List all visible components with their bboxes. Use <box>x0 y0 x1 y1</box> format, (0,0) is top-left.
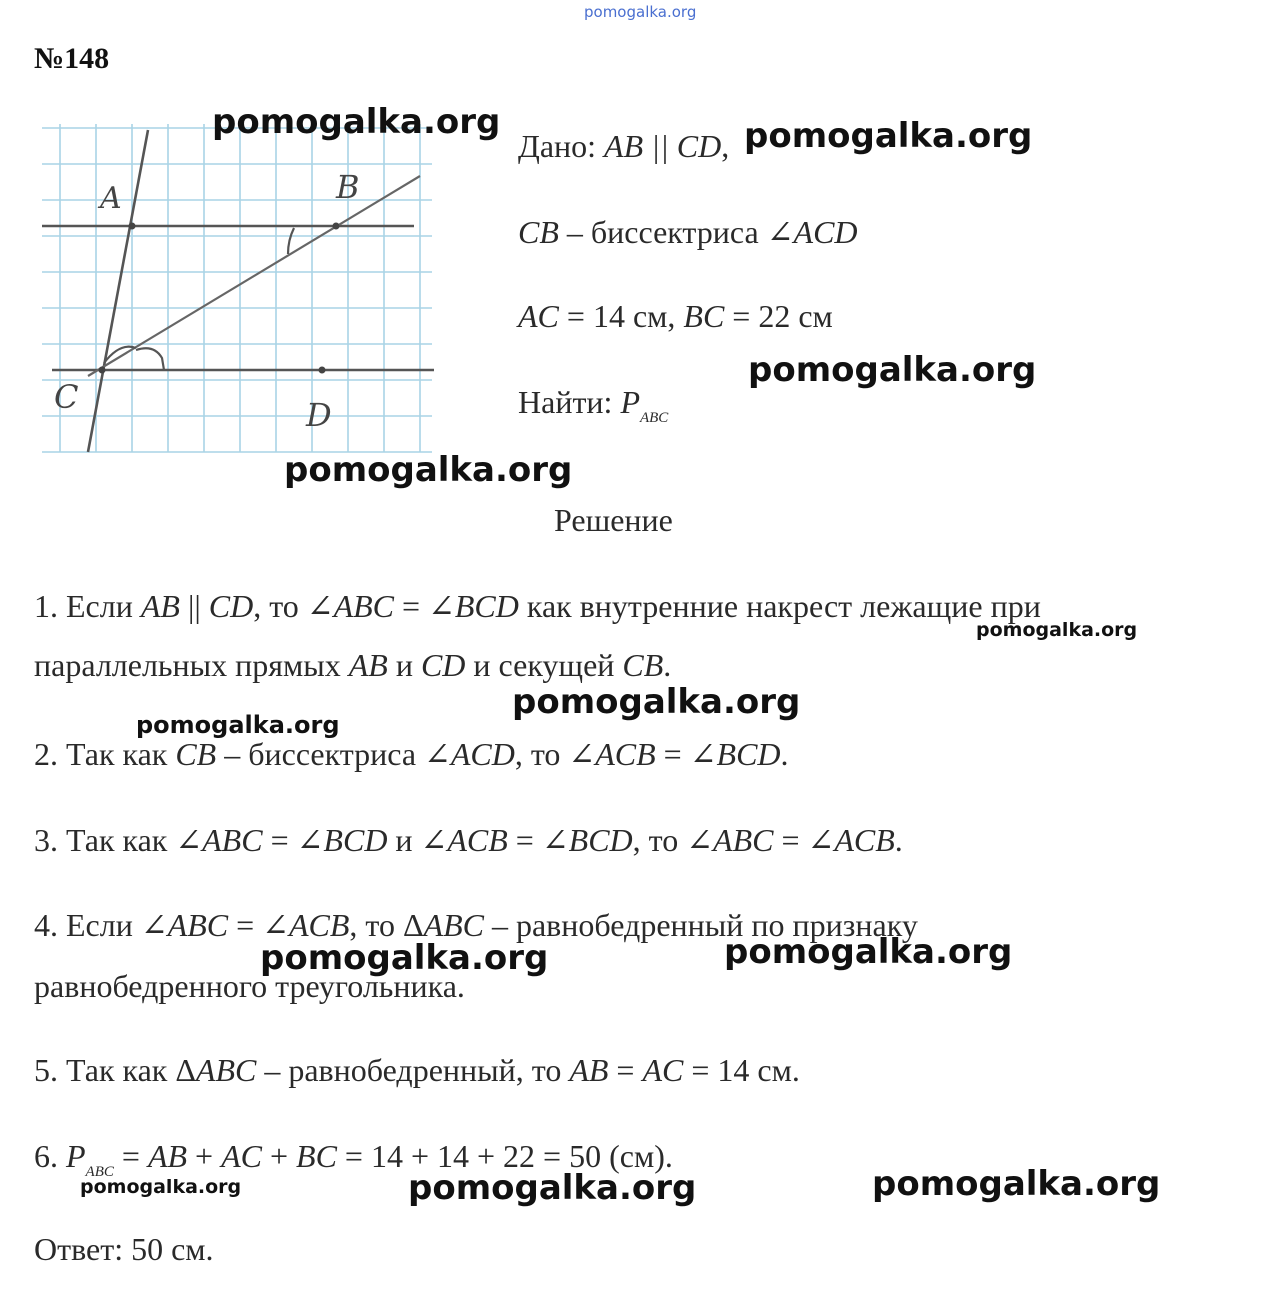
angle-bcd-mark <box>136 348 164 370</box>
point-b <box>333 223 340 230</box>
watermark-11[interactable]: pomogalka.org <box>408 1168 697 1208</box>
problem-number: №148 <box>34 42 110 75</box>
point-c <box>99 367 106 374</box>
step-4-line-2: равнобедренного треугольника. <box>34 968 465 1004</box>
header-watermark[interactable]: pomogalka.org <box>584 3 697 21</box>
label-c: C <box>54 378 79 416</box>
geometry-figure <box>36 118 436 458</box>
given-line-2: CB – биссектриса ∠ACD <box>518 214 858 250</box>
step-1-line-2: параллельных прямых AB и CD и секущей CB. <box>34 647 672 683</box>
label-d: D <box>306 396 332 434</box>
watermark-9[interactable]: pomogalka.org <box>724 932 1013 972</box>
given-line-3: AC = 14 см, BC = 22 см <box>518 298 833 334</box>
watermark-8[interactable]: pomogalka.org <box>260 938 549 978</box>
line-cb <box>88 176 420 376</box>
angle-abc-mark <box>288 228 294 254</box>
step-4-line-1: 4. Если ∠ABC = ∠ACB, то ΔABC – равнобедренный по признаку <box>34 907 918 943</box>
step-3: 3. Так как ∠ABC = ∠BCD и ∠ACB = ∠BCD, то ∠ABC = ∠ACB. <box>34 822 903 858</box>
watermark-1[interactable]: pomogalka.org <box>212 102 501 142</box>
given-line-1: Дано: AB || CD, <box>518 128 730 164</box>
watermark-12[interactable]: pomogalka.org <box>872 1164 1161 1204</box>
watermark-10[interactable]: pomogalka.org <box>80 1176 242 1198</box>
watermark-4[interactable]: pomogalka.org <box>284 450 573 490</box>
label-b: B <box>336 168 360 206</box>
step-1-line-1: 1. Если AB || CD, то ∠ABC = ∠BCD как внутренние накрест лежащие при <box>34 588 1041 624</box>
answer: Ответ: 50 см. <box>34 1231 214 1267</box>
solution-heading: Решение <box>554 502 673 538</box>
point-d <box>319 367 326 374</box>
watermark-5[interactable]: pomogalka.org <box>976 619 1138 641</box>
line-ca <box>88 130 148 452</box>
step-2: 2. Так как CB – биссектриса ∠ACD, то ∠ACB = ∠BCD. <box>34 736 789 772</box>
grid-paper <box>42 124 432 452</box>
watermark-6[interactable]: pomogalka.org <box>512 682 801 722</box>
step-6: 6. $P_{ABC}$ = AB + AC + BC = 14 + 14 + 22 = 50 (см). <box>34 1138 673 1180</box>
label-a: A <box>100 181 122 216</box>
watermark-2[interactable]: pomogalka.org <box>744 116 1033 156</box>
watermark-3[interactable]: pomogalka.org <box>748 350 1037 390</box>
step-5: 5. Так как ΔABC – равнобедренный, то AB = AC = 14 см. <box>34 1052 800 1088</box>
point-a <box>129 223 136 230</box>
find-line: Найти: $P_{ABC}$ <box>518 384 669 426</box>
watermark-7[interactable]: pomogalka.org <box>136 711 340 739</box>
